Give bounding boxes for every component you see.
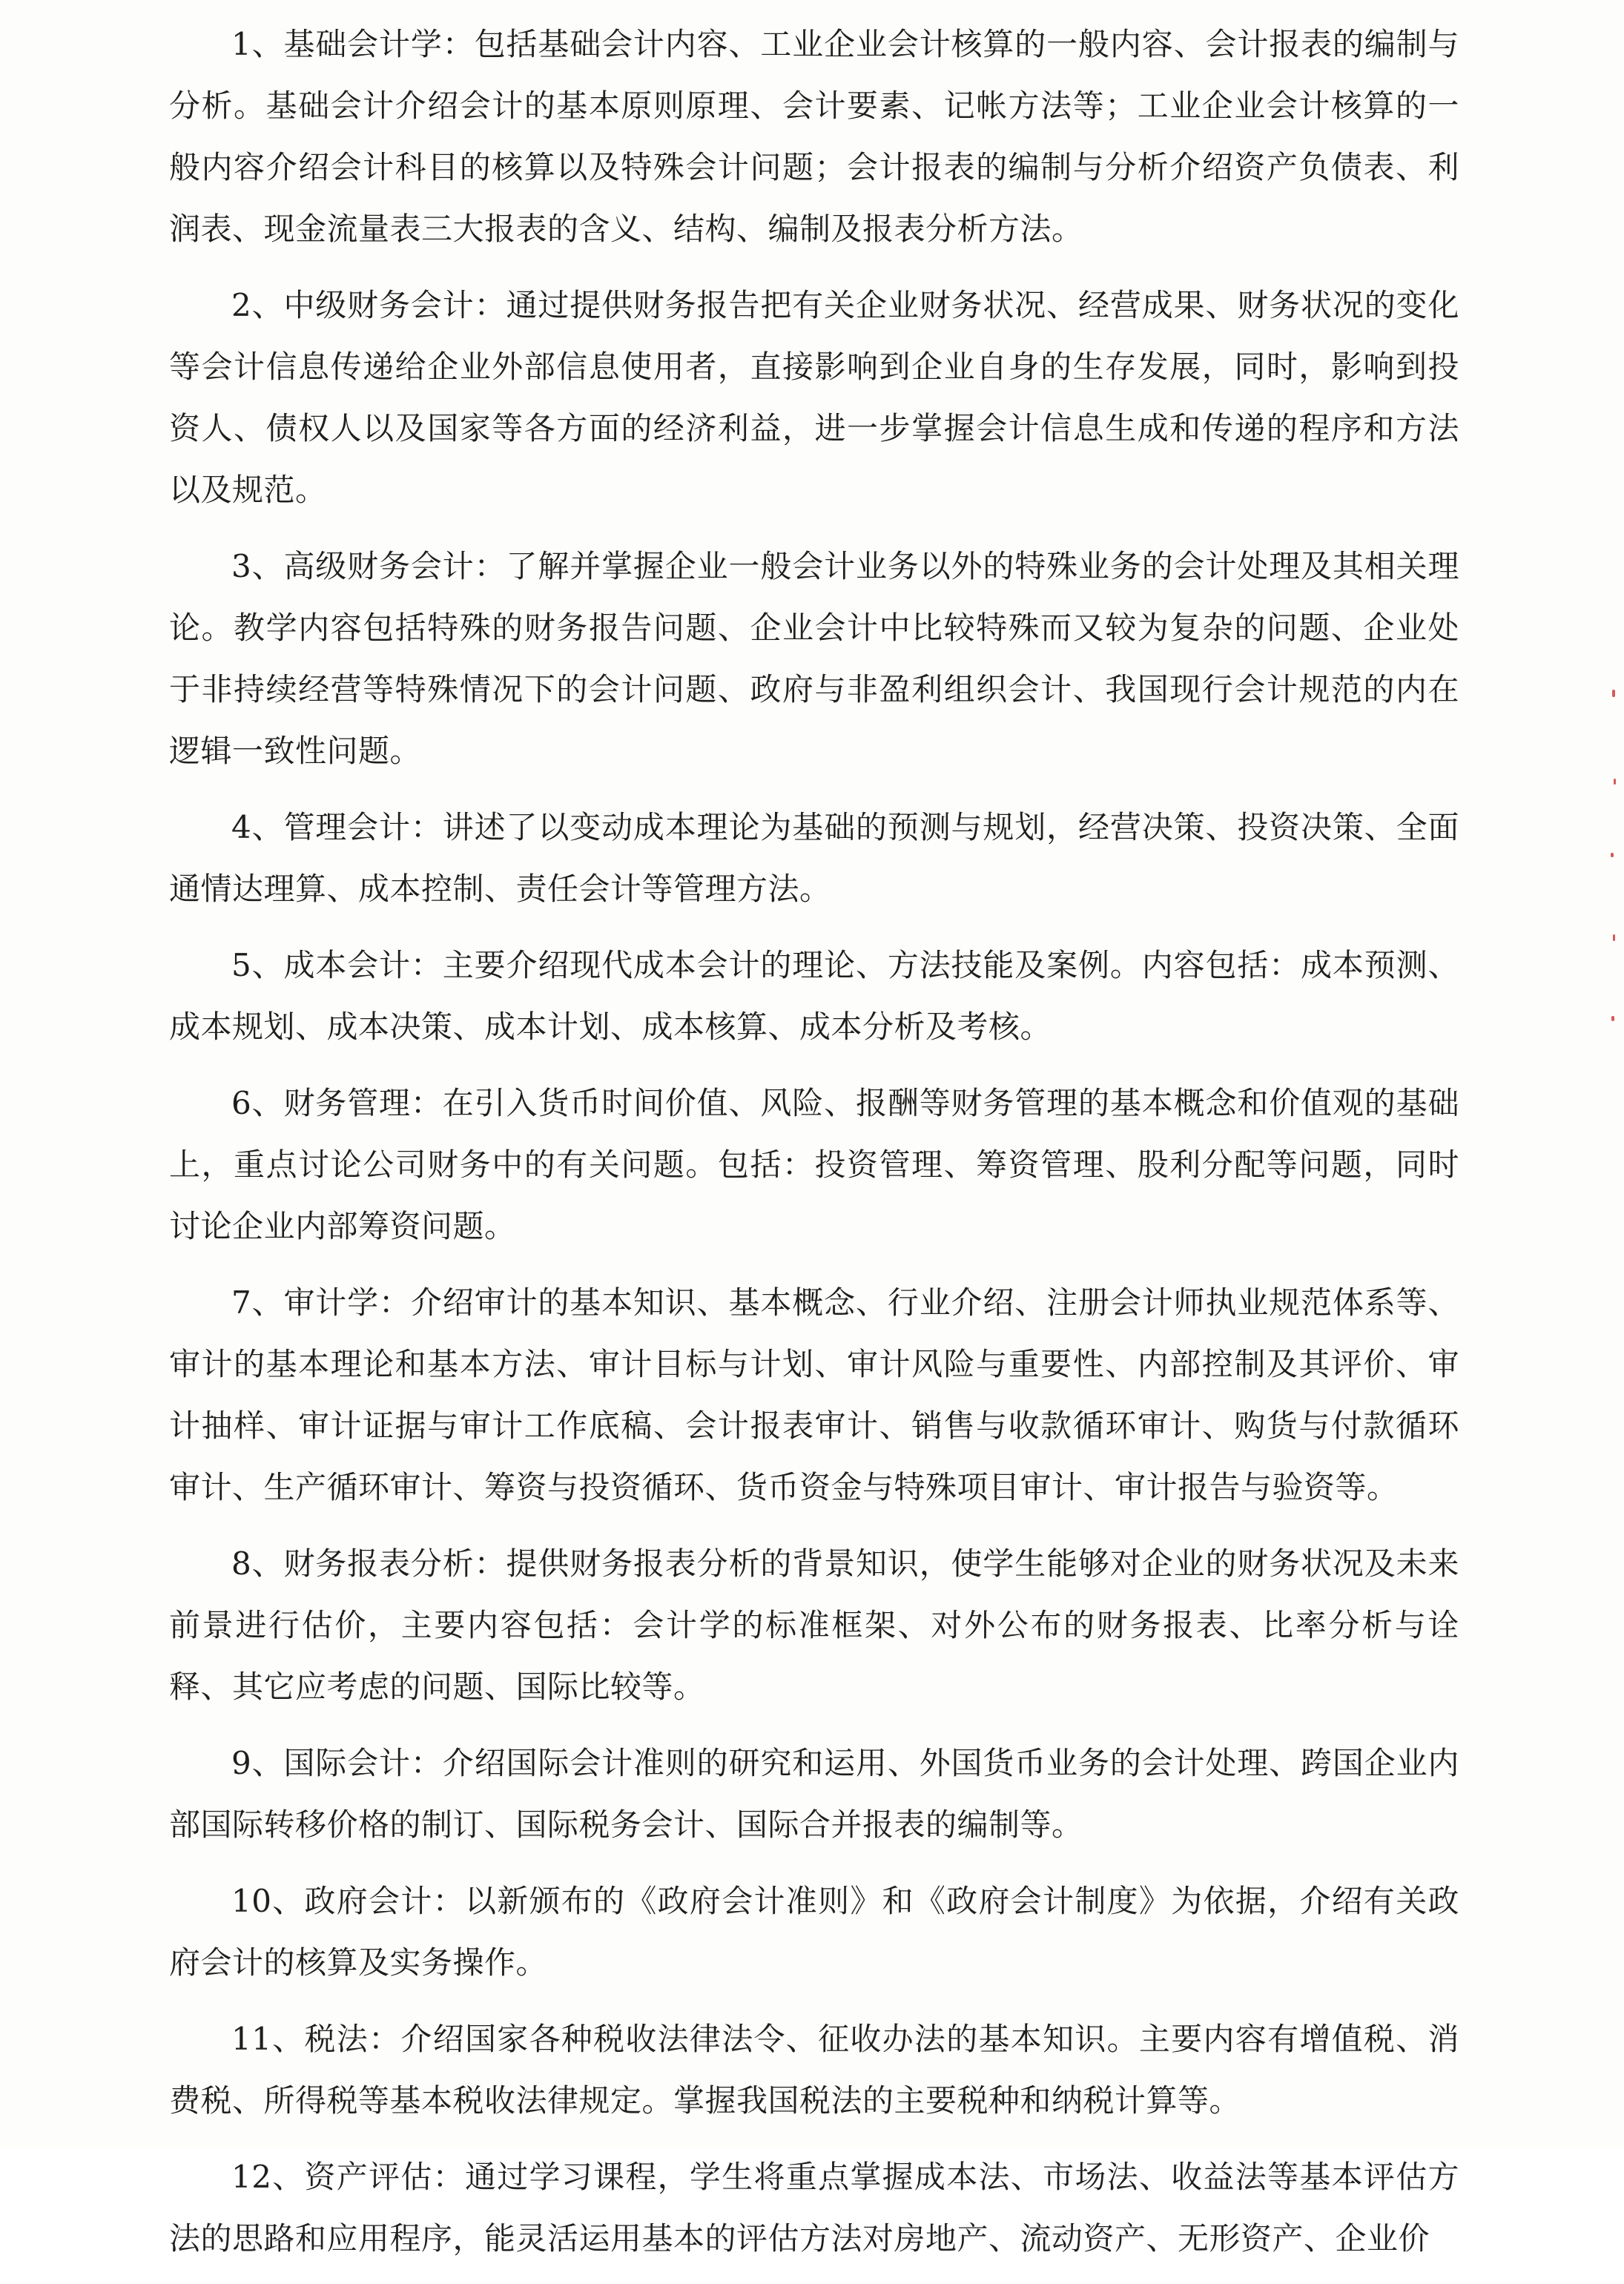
paragraph-asset-appraisal: 12、资产评估：通过学习课程，学生将重点掌握成本法、市场法、收益法等基本评估方法的思路和应用程序，能灵活运用基本的评估方法对房地产、流动资产、无形资产、企业价 bbox=[169, 2159, 1459, 2257]
paragraph-auditing: 7、审计学：介绍审计的基本知识、基本概念、行业介绍、注册会计师执业规范体系等、审计的基本理论和基本方法、审计目标与计划、审计风险与重要性、内部控制及其评价、审计抽样、审计证据与审计工作底稿、会计报表审计、销售与收款循环审计、购货与付款循环审计、生产循环审计、筹资与投资循环、货币资金与特殊项目审计、审计报告与验资等。 bbox=[169, 1284, 1459, 1505]
paragraph-financial-management: 6、财务管理：在引入货币时间价值、风险、报酬等财务管理的基本概念和价值观的基础上，重点讨论公司财务中的有关问题。包括：投资管理、筹资管理、股利分配等问题，同时讨论企业内部筹资问题。 bbox=[169, 1085, 1459, 1244]
paragraph-tax-law: 11、税法：介绍国家各种税收法律法令、征收办法的基本知识。主要内容有增值税、消费税、所得税等基本税收法律规定。掌握我国税法的主要税种和纳税计算等。 bbox=[169, 2021, 1459, 2119]
paragraph-basic-accounting: 1、基础会计学：包括基础会计内容、工业企业会计核算的一般内容、会计报表的编制与分析。基础会计介绍会计的基本原则原理、会计要素、记帐方法等；工业企业会计核算的一般内容介绍会计科目的核算以及特殊会计问题；会计报表的编制与分析介绍资产负债表、利润表、现金流量表三大报表的含义、结构、编制及报表分析方法。 bbox=[169, 26, 1459, 247]
seal-mark bbox=[1613, 934, 1615, 941]
seal-mark bbox=[1611, 1016, 1614, 1021]
edge-seal-marks bbox=[1602, 690, 1624, 1046]
seal-mark bbox=[1614, 779, 1616, 785]
document-body bbox=[169, 13, 1459, 2284]
paragraph-financial-statement-analysis: 8、财务报表分析：提供财务报表分析的背景知识，使学生能够对企业的财务状况及未来前景进行估价，主要内容包括：会计学的标准框架、对外公布的财务报表、比率分析与诠释、其它应考虑的问题、国际比较等。 bbox=[169, 1545, 1459, 1705]
paragraph-international-accounting: 9、国际会计：介绍国际会计准则的研究和运用、外国货币业务的会计处理、跨国企业内部国际转移价格的制订、国际税务会计、国际合并报表的编制等。 bbox=[169, 1745, 1459, 1843]
paragraph-cost-accounting: 5、成本会计：主要介绍现代成本会计的理论、方法技能及案例。内容包括：成本预测、成本规划、成本决策、成本计划、成本核算、成本分析及考核。 bbox=[169, 947, 1459, 1045]
seal-mark bbox=[1612, 690, 1615, 697]
paragraph-government-accounting: 10、政府会计：以新颁布的《政府会计准则》和《政府会计制度》为依据，介绍有关政府会计的核算及实务操作。 bbox=[169, 1883, 1459, 1981]
paragraph-intermediate-financial-accounting: 2、中级财务会计：通过提供财务报告把有关企业财务状况、经营成果、财务状况的变化等会计信息传递给企业外部信息使用者，直接影响到企业自身的生存发展，同时，影响到投资人、债权人以及国家等各方面的经济利益，进一步掌握会计信息生成和传递的程序和方法以及规范。 bbox=[169, 287, 1459, 508]
paragraph-advanced-financial-accounting: 3、高级财务会计：了解并掌握企业一般会计业务以外的特殊业务的会计处理及其相关理论。教学内容包括特殊的财务报告问题、企业会计中比较特殊而又较为复杂的问题、企业处于非持续经营等特殊情况下的会计问题、政府与非盈利组织会计、我国现行会计规范的内在逻辑一致性问题。 bbox=[169, 548, 1459, 769]
paragraph-management-accounting: 4、管理会计：讲述了以变动成本理论为基础的预测与规划，经营决策、投资决策、全面通情达理算、成本控制、责任会计等管理方法。 bbox=[169, 809, 1459, 907]
seal-mark bbox=[1611, 853, 1614, 857]
